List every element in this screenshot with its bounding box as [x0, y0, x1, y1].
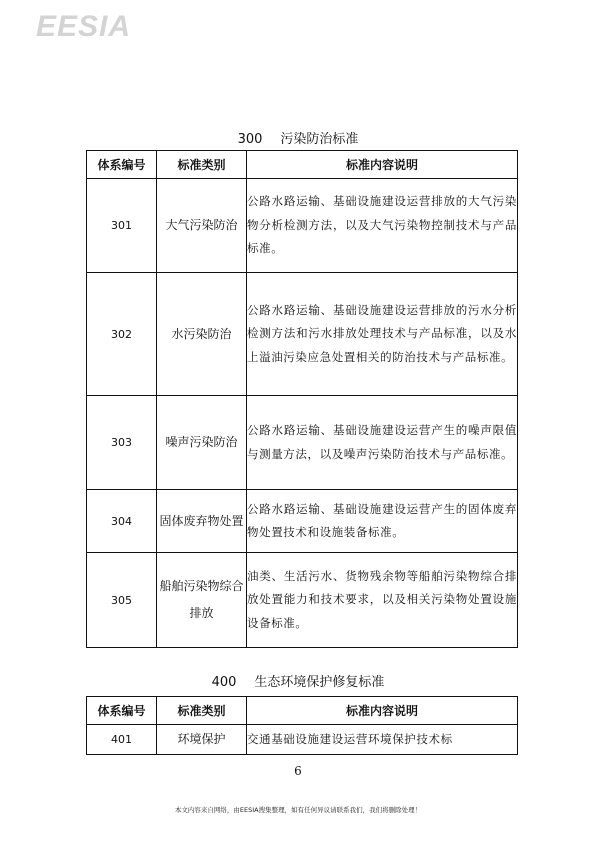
row-description: 公路水路运输、基础设施建设运营排放的大气污染物分析检测方法，以及大气污染物控制技术与产品标准。 — [247, 179, 518, 273]
section-number: 400 — [211, 675, 237, 690]
row-description: 公路水路运输、基础设施建设运营产生的噪声限值与测量方法，以及噪声污染防治技术与产品标准。 — [247, 396, 518, 490]
row-description: 公路水路运输、基础设施建设运营排放的污水分析检测方法和污水排放处理技术与产品标准，以及水上溢油污染应急处置相关的防治技术与产品标准。 — [247, 273, 518, 396]
row-code: 401 — [87, 725, 157, 755]
table-row — [87, 490, 518, 553]
section-title-300 — [0, 128, 596, 147]
table-row — [87, 396, 518, 490]
table-row — [87, 553, 518, 648]
row-code: 304 — [87, 490, 157, 553]
pollution-standards-table — [86, 150, 518, 648]
table-row — [87, 725, 518, 755]
row-code: 301 — [87, 179, 157, 273]
row-category: 环境保护 — [157, 725, 247, 755]
row-description: 公路水路运输、基础设施建设运营产生的固体废弃物处置技术和设施装备标准。 — [247, 490, 518, 553]
row-description: 油类、生活污水、货物残余物等船舶污染物综合排放处置能力和技术要求，以及相关污染物处置设施设备标准。 — [247, 553, 518, 648]
row-code: 303 — [87, 396, 157, 490]
header-category: 标准类别 — [157, 151, 247, 179]
row-category: 固体废弃物处置 — [157, 490, 247, 553]
header-description: 标准内容说明 — [247, 151, 518, 179]
row-category: 水污染防治 — [157, 273, 247, 396]
row-category: 噪声污染防治 — [157, 396, 247, 490]
row-category: 船舶污染物综合排放 — [157, 553, 247, 648]
table-row — [87, 273, 518, 396]
section-title-text: 生态环境保护修复标准 — [254, 675, 385, 690]
ecology-standards-table — [86, 696, 518, 755]
table-header-row — [87, 697, 518, 725]
row-code: 305 — [87, 553, 157, 648]
header-code: 体系编号 — [87, 151, 157, 179]
row-code: 302 — [87, 273, 157, 396]
section-title-400 — [0, 671, 596, 690]
row-category: 大气污染防治 — [157, 179, 247, 273]
footer-note: 本文内容来自网络，由EESIA搜集整理，如有任何异议请联系我们，我们将删除处理！ — [174, 806, 422, 814]
eesia-logo: EESIA — [36, 10, 132, 43]
header-category: 标准类别 — [157, 697, 247, 725]
header-code: 体系编号 — [87, 697, 157, 725]
section-title-text: 污染防治标准 — [280, 132, 359, 147]
header-description: 标准内容说明 — [247, 697, 518, 725]
row-description: 交通基础设施建设运营环境保护技术标 — [247, 725, 518, 755]
section-number: 300 — [237, 132, 263, 147]
page-number: 6 — [294, 764, 302, 778]
table-header-row — [87, 151, 518, 179]
table-row — [87, 179, 518, 273]
